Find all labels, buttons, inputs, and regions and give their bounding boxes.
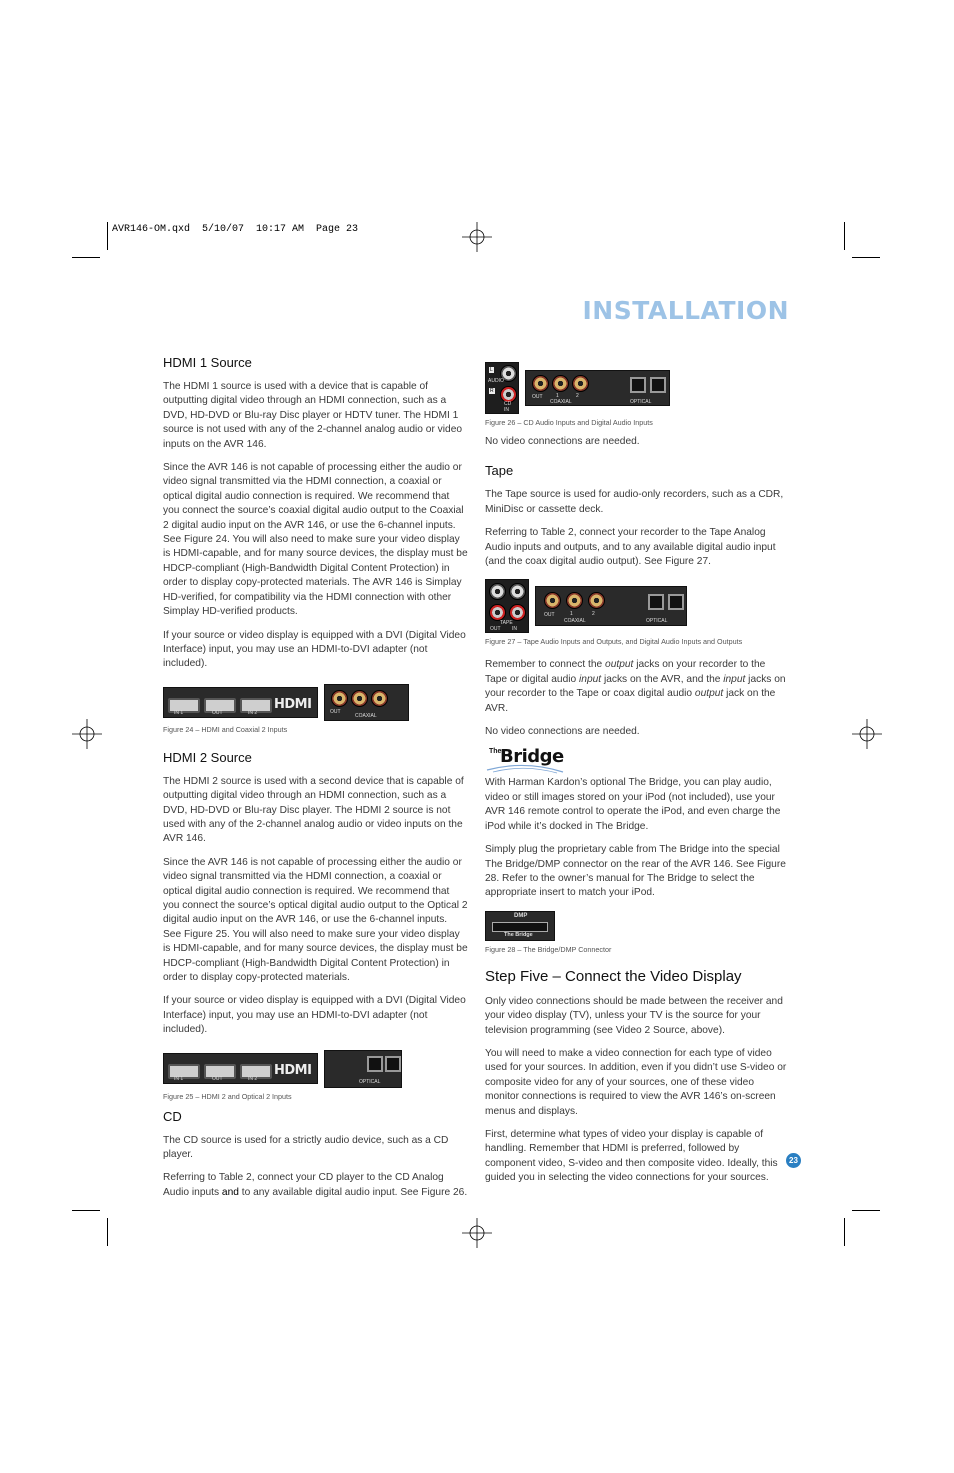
figure-26 xyxy=(485,362,790,414)
crop-mark xyxy=(72,257,100,258)
cd-paragraph-2: Referring to Table 2, connect your CD player to the CD Analog Audio inputs and to any available digital audio input. See Figure 26. xyxy=(163,1172,468,1198)
right-column xyxy=(485,362,790,1195)
hdmi-panel-image: IN 1 OUT IN 2 HDMI xyxy=(163,687,318,718)
crop-mark xyxy=(852,257,880,258)
step-five-paragraph-2: You will need to make a video connection for each type of video used for your sources. In addition, even if you didn’t use S-video or composite video for any of your sources, one of these video monitor connections is required to view the AVR 146’s on-screen menus and displays. xyxy=(485,1047,787,1117)
hdmi2-paragraph-2: Since the AVR 146 is not capable of processing either the audio or video signal transmitted via the HDMI connection, a coaxial or optical digital audio connection is required. We recommend that you connect the source’s optical digital audio output to the Optical 2 digital audio input on the AVR 146, or use the 6-channel inputs. See Figure 25. You will also need to make sure your video display is HDMI-capable, and for many source devices, the display must be HDCP-compliant (High-Bandwidth Digital Content Protection) in order to display copy-protected materials. xyxy=(163,856,468,983)
step-five-paragraph-3: First, determine what types of video your display is capable of handling. Remember that HDMI is preferred, followed by component video, S-video and then composite video. Ideally, this guided you in selecting the video connections for your sources. xyxy=(485,1128,778,1184)
tape-paragraph-4: No video connections are needed. xyxy=(485,726,640,738)
figure-25 xyxy=(163,1050,468,1088)
registration-mark-icon xyxy=(462,222,492,252)
cd-audio-panel-image: L AUDIO R CD IN xyxy=(485,362,519,414)
bridge-paragraph-1: With Harman Kardon’s optional The Bridge, you can play audio, video or still images stored on your iPod (not included), use your AVR 146 remote control to operate the iPod, and even charge the iPod while it’s docked in The Bridge. xyxy=(485,777,781,832)
figure-25-caption: Figure 25 – HDMI 2 and Optical 2 Inputs xyxy=(163,1091,292,1101)
figure-24 xyxy=(163,684,468,721)
the-bridge-logo: The Bridge xyxy=(485,748,790,772)
cd-paragraph-1: The CD source is used for a strictly audio device, such as a CD player. xyxy=(163,1134,449,1161)
crop-mark xyxy=(852,1210,880,1211)
digital-audio-panel-image: OUT 1 2 COAXIAL OPTICAL xyxy=(535,586,687,626)
hdmi-panel-image: IN 1 OUT IN 2 HDMI xyxy=(163,1053,318,1084)
tape-audio-panel-image: TAPE OUT IN xyxy=(485,579,529,633)
crop-mark xyxy=(844,222,845,250)
tape-paragraph-2: Referring to Table 2, connect your recorder to the Tape Analog Audio inputs and outputs, and to any available digital audio input (and the coax digital audio output). See Figure 27. xyxy=(485,527,776,568)
step-five-paragraph-1: Only video connections should be made between the receiver and your video display (TV), unless your TV is the source for your television programming (see Video 2 Source, above). xyxy=(485,995,783,1036)
crop-mark xyxy=(107,222,108,250)
cd-heading: CD xyxy=(163,1108,182,1124)
tape-paragraph-3: Remember to connect the output jacks on your recorder to the Tape or digital audio input jacks on the AVR, and the input jacks on your recorder to the Tape or coax digital audio output jack on the AVR. xyxy=(485,659,786,714)
crop-mark xyxy=(107,1218,108,1246)
page-number-badge: 23 xyxy=(786,1153,801,1168)
file-slug: AVR146-OM.qxd 5/10/07 10:17 AM Page 23 xyxy=(112,224,359,235)
step-five-heading: Step Five – Connect the Video Display xyxy=(485,967,742,985)
hdmi2-paragraph-3: If your source or video display is equipped with a DVI (Digital Video Interface) input, you may use an HDMI-to-DVI adapter (not included). xyxy=(163,995,466,1036)
figure-28 xyxy=(485,911,790,941)
hdmi1-heading: HDMI 1 Source xyxy=(163,355,252,370)
hdmi1-paragraph-3: If your source or video display is equipped with a DVI (Digital Video Interface) input, you may use an HDMI-to-DVI adapter (not included). xyxy=(163,629,466,670)
crop-mark xyxy=(72,1210,100,1211)
bridge-swoosh-icon xyxy=(485,762,565,774)
registration-mark-icon xyxy=(72,719,102,749)
left-column xyxy=(163,355,468,1209)
bridge-paragraph-2: Simply plug the proprietary cable from The Bridge into the special The Bridge/DMP connector on the rear of the AVR 146. See Figure 28. Refer to the owner’s manual for The Bridge to select the appropriate insert to match your iPod. xyxy=(485,844,786,899)
dmp-connector-image: DMP The Bridge xyxy=(485,911,555,941)
hdmi1-paragraph-1: The HDMI 1 source is used with a device that is capable of outputting digital video through an HDMI connection, such as a DVD, HD-DVD or Blu-ray Disc player or HDTV tuner. The HDMI 1 source is not used with any of the 2-channel analog audio or video inputs on the AVR 146. xyxy=(163,381,463,450)
page-title: INSTALLATION xyxy=(582,296,789,325)
figure-27 xyxy=(485,579,790,633)
optical-panel-image: OPTICAL xyxy=(324,1050,402,1088)
figure-24-caption: Figure 24 – HDMI and Coaxial 2 Inputs xyxy=(163,724,288,734)
tape-paragraph-1: The Tape source is used for audio-only recorders, such as a CDR, MiniDisc or cassette deck. xyxy=(485,489,784,515)
figure-27-caption: Figure 27 – Tape Audio Inputs and Outputs, and Digital Audio Inputs and Outputs xyxy=(485,637,743,647)
digital-audio-panel-image: OUT 1 2 COAXIAL OPTICAL xyxy=(525,370,670,406)
hdmi2-paragraph-1: The HDMI 2 source is used with a second device that is capable of outputting digital video through an HDMI connection, such as a DVD, HD-DVD or Blu-ray Disc player. The HDMI 2 source is not used with any of the 2-channel analog audio or video inputs on the AVR 146. xyxy=(163,775,464,845)
registration-mark-icon xyxy=(852,719,882,749)
hdmi2-heading: HDMI 2 Source xyxy=(163,749,252,765)
registration-mark-icon xyxy=(462,1218,492,1248)
figure-26-caption: Figure 26 – CD Audio Inputs and Digital Audio Inputs xyxy=(485,418,653,427)
coaxial-panel-image: OUT COAXIAL xyxy=(324,684,409,721)
figure-28-caption: Figure 28 – The Bridge/DMP Connector xyxy=(485,944,612,954)
tape-heading: Tape xyxy=(485,463,514,479)
crop-mark xyxy=(844,1218,845,1246)
hdmi1-paragraph-2: Since the AVR 146 is not capable of processing either the audio or video signal transmitted via the HDMI connection, a coaxial or optical digital audio connection is required. We recommend that you connect the source’s coaxial digital audio output to the Coaxial 2 digital audio input on the AVR 146, or use the 6-channel inputs. See Figure 24. You will also need to make sure your video display is HDMI-capable, and for many source devices, the display must be HDCP-compliant (High-Bandwidth Digital Content Protection) in order to display copy-protected materials. The AVR 146 is Simplay HD-verified, for compatibility via the HDMI connection with other Simplay HD-verified products. xyxy=(163,462,468,618)
figure-26-note: No video connections are needed. xyxy=(485,436,640,447)
